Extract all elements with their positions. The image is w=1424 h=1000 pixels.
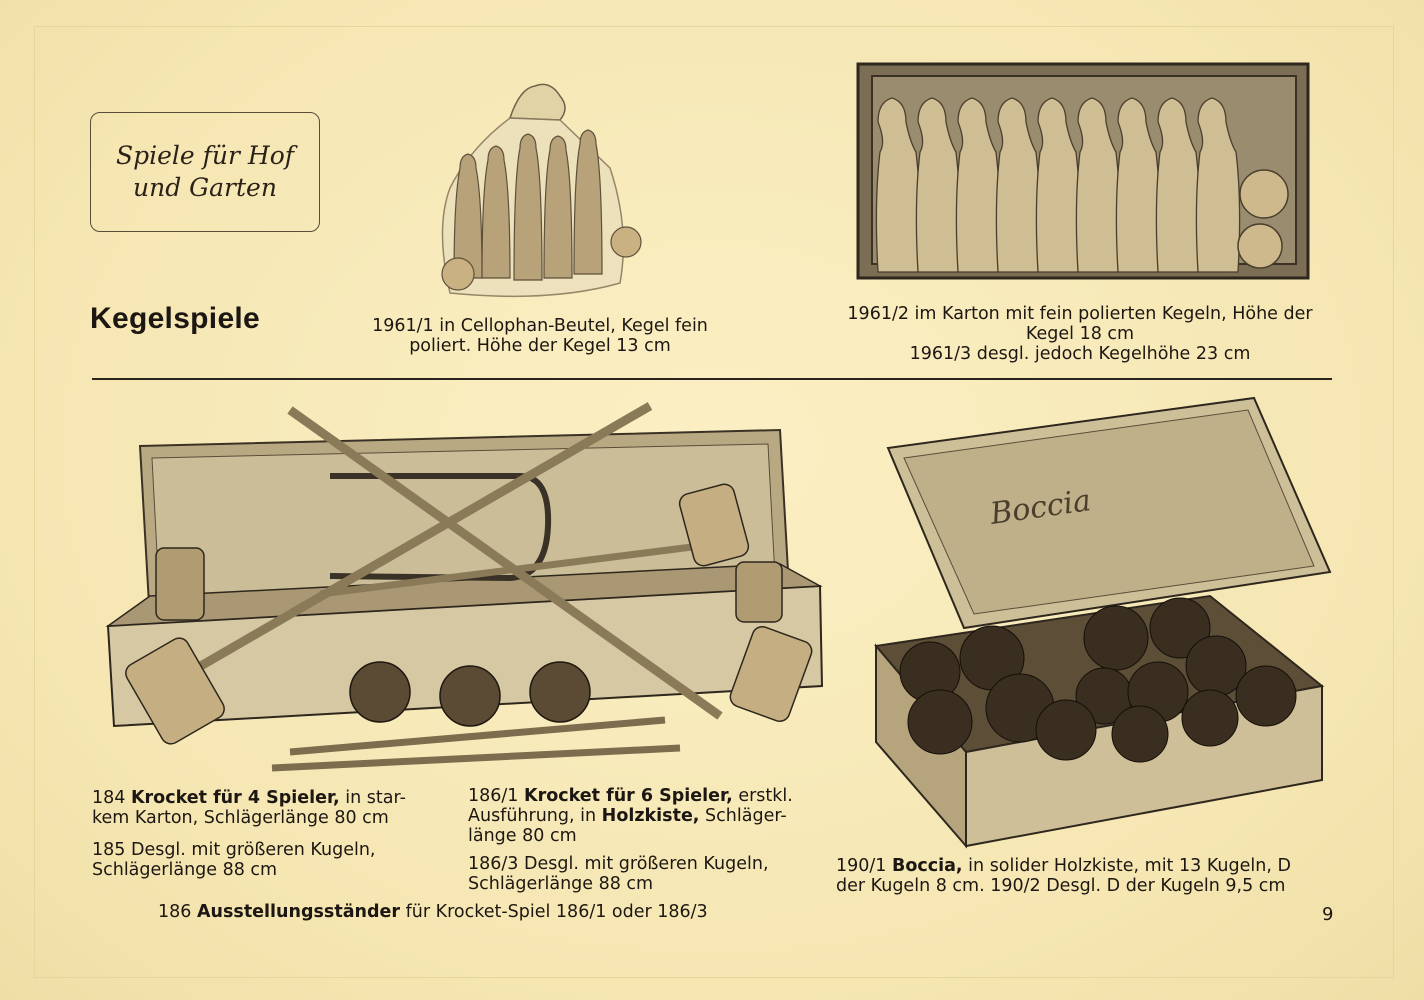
caption-1961-1-line2: poliert. Höhe der Kegel 13 cm [409,336,671,356]
section-heading: Kegelspiele [90,302,261,335]
caption-184 [92,788,462,828]
caption-190-name: Boccia, [892,856,963,876]
kegel-bag-illustration [430,78,660,308]
caption-186-number: 186 [158,902,192,922]
caption-186-1-line2c: Schläger- [705,806,787,826]
caption-1961-1 [340,316,740,356]
caption-186-3-line2: Schlägerlänge 88 cm [468,874,654,894]
caption-185-line1: 185 Desgl. mit größeren Kugeln, [92,840,376,860]
caption-190-line2: der Kugeln 8 cm. 190/2 Desgl. D der Kugeln 9,5 cm [836,876,1286,896]
krocket-set-illustration [100,396,840,776]
caption-190-line1 [836,856,1346,876]
caption-184-name: Krocket für 4 Spieler, [130,788,340,808]
caption-186-1-line2 [468,806,828,826]
kegel-box-illustration [856,62,1310,282]
caption-186-1-line3: länge 80 cm [468,826,577,846]
caption-190-rest: in solider Holzkiste, mit 13 Kugeln, D [968,856,1291,876]
caption-185-line2: Schlägerlänge 88 cm [92,860,278,880]
caption-186-3-line1: 186/3 Desgl. mit größeren Kugeln, [468,854,769,874]
section-title-line1: Spiele für Hof [115,141,294,170]
caption-184-line2: kem Karton, Schlägerlänge 80 cm [92,808,389,828]
caption-186-1-name: Krocket für 6 Spieler, [524,786,733,806]
caption-190 [836,856,1346,896]
caption-186-1-rest: erstkl. [738,786,793,806]
caption-1961-2-line1: 1961/2 im Karton mit fein polierten Kegeln, Höhe der [847,304,1313,324]
caption-185 [92,840,462,880]
caption-184-line1 [92,788,462,808]
caption-186-1-line1 [468,786,828,806]
page-number: 9 [1322,904,1334,925]
boccia-box-illustration [870,396,1340,856]
section-title-box [90,112,320,232]
caption-186-1 [468,786,828,846]
caption-190-number: 190/1 [836,856,887,876]
caption-184-rest: in star- [345,788,406,808]
caption-1961-2 [820,304,1340,364]
caption-184-number: 184 [92,788,126,808]
caption-186-1-line2a: Ausführung, in [468,806,597,826]
section-divider [92,378,1332,380]
caption-186-1-line2b: Holzkiste, [601,806,700,826]
caption-186-1-number: 186/1 [468,786,519,806]
boccia-lid-label: Boccia [988,483,1094,532]
section-title-line2: und Garten [133,173,277,202]
caption-1961-2-line2: Kegel 18 cm [1025,324,1135,344]
caption-186-3 [468,854,828,894]
caption-1961-3-line: 1961/3 desgl. jedoch Kegelhöhe 23 cm [909,344,1251,364]
caption-186-name: Ausstellungsständer [196,902,400,922]
caption-186-rest: für Krocket-Spiel 186/1 oder 186/3 [405,902,708,922]
caption-186 [158,902,778,922]
caption-1961-1-line1: 1961/1 in Cellophan-Beutel, Kegel fein [372,316,708,336]
